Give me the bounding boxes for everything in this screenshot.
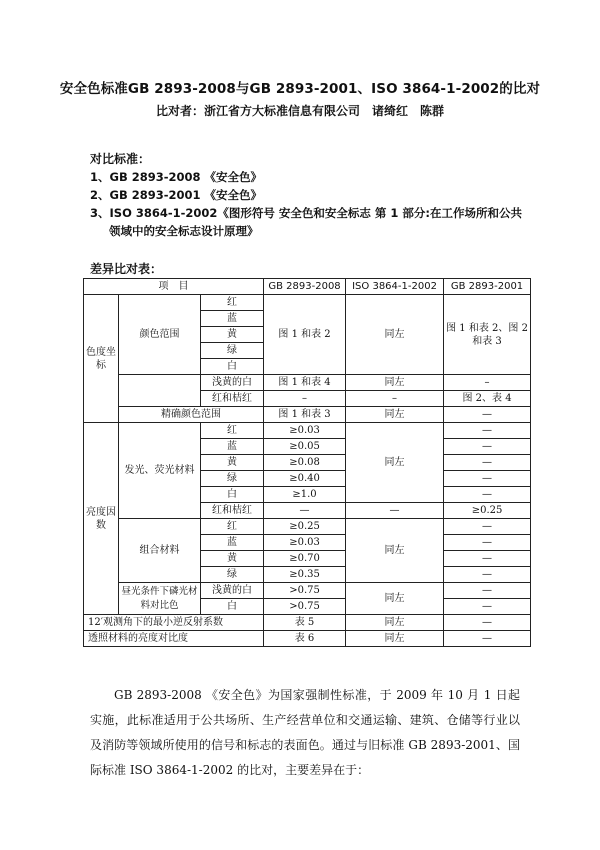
cell: ≥0.03 — [264, 535, 346, 551]
cell: 图 1 和表 4 — [264, 375, 346, 391]
cell: — — [444, 583, 531, 599]
cell: — — [444, 567, 531, 583]
table-row — [84, 583, 531, 599]
cell: ≥0.25 — [264, 519, 346, 535]
group-luminance: 亮度因数 — [84, 423, 119, 615]
header-gb2008: GB 2893-2008 — [264, 279, 346, 295]
color-cell: 绿 — [201, 471, 264, 487]
cell: — — [444, 487, 531, 503]
body-paragraph: GB 2893-2008 《安全色》为国家强制性标准，于 2009 年 10 月 1 日起实施，此标准适用于公共场所、生产经营单位和交通运输、建筑、仓储等行业以及消防等领域所使用的信号和标志的表面色。通过与旧标准 GB 2893-2001、国际标准 ISO 3864-1-2002 的比对，主要差异在于： — [90, 688, 520, 777]
standard-item: 3、ISO 3864-1-2002《图形符号 安全色和安全标志 第 1 部分:在工作场所和公共 — [90, 206, 523, 220]
color-cell: 红和桔红 — [201, 391, 264, 407]
cell: 同左 — [346, 519, 444, 583]
cell: – — [444, 375, 531, 391]
color-cell: 浅黄的白 — [201, 375, 264, 391]
table-heading: 差异比对表： — [90, 262, 163, 276]
group-chroma: 色度坐标 — [84, 295, 119, 423]
table-row — [84, 391, 531, 407]
group-precise-range: 精确颜色范围 — [119, 407, 264, 423]
group-combined: 组合材料 — [119, 519, 201, 583]
color-cell: 红 — [201, 295, 264, 311]
group-transparent: 透照材料的亮度对比度 — [84, 631, 264, 647]
color-cell: 蓝 — [201, 535, 264, 551]
cell: 图 1 和表 3 — [264, 407, 346, 423]
color-cell: 蓝 — [201, 311, 264, 327]
cell: 图 1 和表 2 — [264, 295, 346, 375]
cell: — — [444, 439, 531, 455]
header-iso: ISO 3864-1-2002 — [346, 279, 444, 295]
standard-item: 领域中的安全标志设计原理》 — [109, 224, 259, 238]
cell: 表 5 — [264, 615, 346, 631]
group-luminous: 发光、荧光材料 — [119, 423, 201, 519]
cell: >0.75 — [264, 599, 346, 615]
header-item: 项 目 — [84, 279, 264, 295]
cell: ≥0.03 — [264, 423, 346, 439]
cell: — — [444, 519, 531, 535]
color-cell: 蓝 — [201, 439, 264, 455]
cell: 同左 — [346, 295, 444, 375]
table-row — [84, 423, 531, 439]
cell: — — [346, 503, 444, 519]
cell: — — [444, 615, 531, 631]
cell: ≥0.05 — [264, 439, 346, 455]
cell: 图 1 和表 2、图 2 和表 3 — [444, 295, 531, 375]
standard-item: 2、GB 2893-2001 《安全色》 — [90, 188, 262, 202]
table-header-row — [84, 279, 531, 295]
color-cell: 黄 — [201, 455, 264, 471]
color-cell: 浅黄的白 — [201, 583, 264, 599]
cell: ≥0.35 — [264, 567, 346, 583]
cell: 表 6 — [264, 631, 346, 647]
cell: — — [444, 455, 531, 471]
cell: — — [444, 599, 531, 615]
table-row — [84, 631, 531, 647]
color-cell: 红和桔红 — [201, 503, 264, 519]
color-cell: 白 — [201, 599, 264, 615]
color-cell: 黄 — [201, 327, 264, 343]
group-color-range: 颜色范围 — [119, 295, 201, 375]
cell: ≥1.0 — [264, 487, 346, 503]
cell: 同左 — [346, 407, 444, 423]
document-subtitle: 比对者：浙江省方大标准信息有限公司 诸绮红 陈群 — [155, 104, 444, 118]
cell: ≥0.40 — [264, 471, 346, 487]
group-retro: 12′观测角下的最小逆反射系数 — [84, 615, 264, 631]
cell: 同左 — [346, 375, 444, 391]
cell: ≥0.08 — [264, 455, 346, 471]
standards-heading: 对比标准： — [90, 152, 151, 166]
color-cell: 白 — [201, 487, 264, 503]
standard-item: 1、GB 2893-2008 《安全色》 — [90, 170, 262, 184]
cell: — — [444, 631, 531, 647]
document-title: 安全色标准GB 2893-2008与GB 2893-2001、ISO 3864-1-2002的比对 — [59, 81, 541, 97]
cell: 同左 — [346, 583, 444, 615]
table-row — [84, 295, 531, 311]
group-phosphor: 昼光条件下磷光材料对比色 — [119, 583, 201, 615]
table-row — [84, 615, 531, 631]
color-cell: 黄 — [201, 551, 264, 567]
color-cell: 白 — [201, 359, 264, 375]
cell: — — [444, 535, 531, 551]
table-row — [84, 375, 531, 391]
standards-list — [90, 168, 550, 240]
color-cell: 红 — [201, 519, 264, 535]
color-cell: 红 — [201, 423, 264, 439]
empty-cell — [119, 375, 201, 391]
table-row — [84, 519, 531, 535]
empty-cell — [119, 391, 201, 407]
cell: 图 2、表 4 — [444, 391, 531, 407]
cell: — — [444, 407, 531, 423]
cell: 同左 — [346, 631, 444, 647]
cell: 同左 — [346, 615, 444, 631]
cell: >0.75 — [264, 583, 346, 599]
color-cell: 绿 — [201, 343, 264, 359]
cell: — — [264, 503, 346, 519]
cell: ≥0.25 — [444, 503, 531, 519]
color-cell: 绿 — [201, 567, 264, 583]
cell: 同左 — [346, 423, 444, 503]
cell: — — [444, 471, 531, 487]
cell: – — [346, 391, 444, 407]
cell: ≥0.70 — [264, 551, 346, 567]
table-row — [84, 407, 531, 423]
header-gb2001: GB 2893-2001 — [444, 279, 531, 295]
cell: — — [444, 551, 531, 567]
cell: — — [444, 423, 531, 439]
cell: – — [264, 391, 346, 407]
comparison-table — [83, 278, 531, 647]
